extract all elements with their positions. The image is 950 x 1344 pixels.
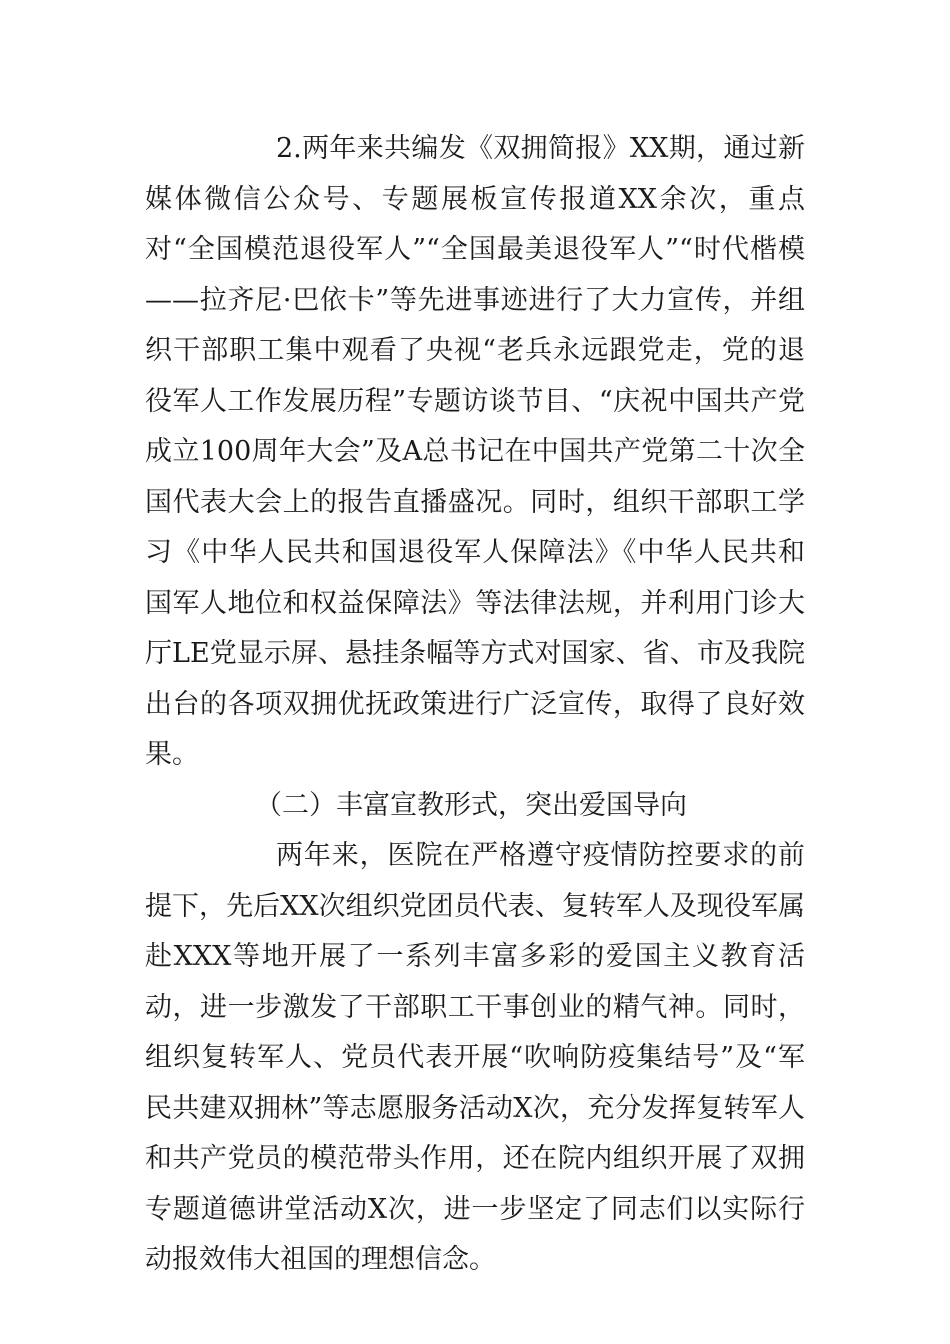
paragraph-education: 两年来，医院在严格遵守疫情防控要求的前提下，先后XX次组织党团员代表、复转军人及现役军属赴XXX等地开展了一系列丰富多彩的爱国主义教育活动，进一步激发了干部职工干事创业的精气神。同时，组织复转军人、党员代表开展“吹响防疫集结号”及“军民共建双拥林”等志愿服务活动X次，充分发挥复转军人和共产党员的模范带头作用，还在院内组织开展了双拥专题道德讲堂活动X次，进一步坚定了同志们以实际行动报效伟大祖国的理想信念。 bbox=[145, 840, 805, 1275]
paragraph-publicity: 2.两年来共编发《双拥简报》XX期，通过新媒体微信公众号、专题展板宣传报道XX余次，重点对“全国模范退役军人”“全国最美退役军人”“时代楷模——拉齐尼·巴依卡”等先进事迹进行了大力宣传，并组织干部职工集中观看了央视“老兵永远跟党走，党的退役军人工作发展历程”专题访谈节目、“庆祝中国共产党成立100周年大会”及A总书记在中国共产党第二十次全国代表大会上的报告直播盛况。同时，组织干部职工学习《中华人民共和国退役军人保障法》《中华人民共和国军人地位和权益保障法》等法律法规，并利用门诊大厅LE党显示屏、悬挂条幅等方式对国家、省、市及我院出台的各项双拥优抚政策进行广泛宣传，取得了良好效果。 bbox=[145, 133, 805, 770]
document-body bbox=[145, 124, 805, 1286]
section-heading: （二）丰富宣教形式，突出爱国导向 bbox=[255, 789, 687, 821]
